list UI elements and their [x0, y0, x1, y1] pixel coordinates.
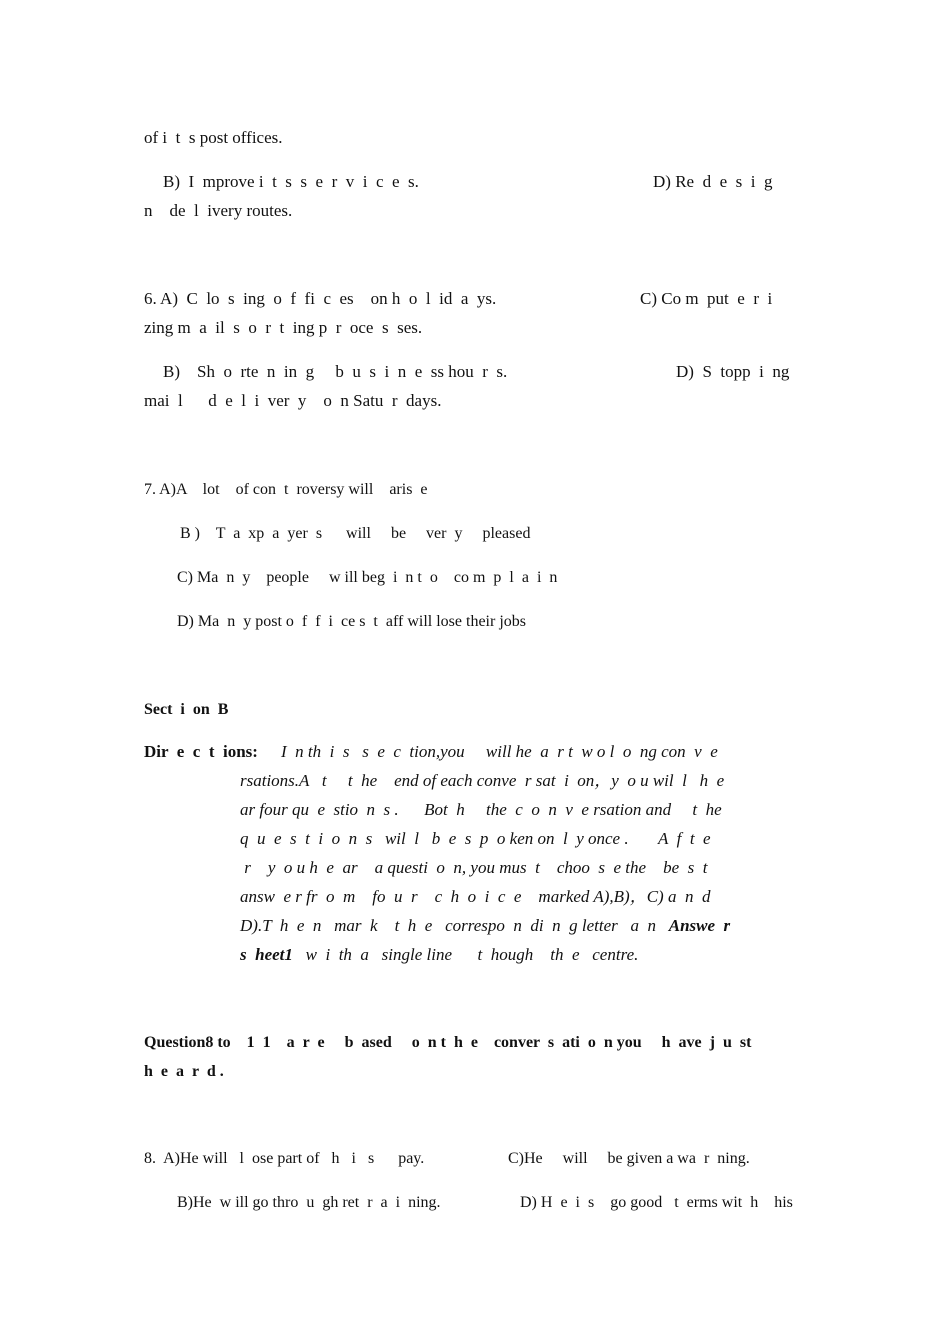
option-8c: C)He will be given a wa r ning.	[508, 1150, 750, 1167]
option-5d-continued: n de l ivery routes.	[144, 201, 293, 220]
directions-line-4: q u e s t i o n s wil l b e s p o ken on l y once . A f t e	[240, 829, 711, 848]
option-6b: B) Sh o rte n in g b u s i n e ss hou r s.	[163, 362, 508, 381]
option-7b: B ) T a xp a yer s will be ver y pleased	[180, 525, 531, 542]
option-8d: D) H e i s go good t erms wit h his	[520, 1194, 793, 1211]
directions-line-7-text: D).T h e n mar k t h e correspo n di n g letter a n	[240, 916, 656, 935]
directions-line-8	[240, 944, 638, 966]
option-6c: C) Co m put e r i	[640, 289, 773, 308]
option-5b: B) I mprove i t s s e r v i c e s.	[163, 172, 419, 191]
option-7a: 7. A)A lot of con t roversy will aris e	[144, 481, 428, 498]
question-header-line-2: h e a r d .	[144, 1063, 224, 1080]
option-6d: D) S topp i ng	[676, 362, 790, 381]
section-title: Sect i on B	[144, 701, 229, 718]
option-6a: 6. A) C lo s ing o f fi c es on h o l id a ys.	[144, 289, 497, 308]
directions-line-2: rsations.A t t he end of each conve r sat i on，y o u wil l h e	[240, 771, 725, 790]
option-5d: D) Re d e s i g	[653, 172, 773, 191]
directions-line-3: ar four qu e stio n s . Bot h the c o n v e rsation and t he	[240, 800, 722, 819]
directions-line-8-text: w i th a single line t hough th e centre.	[292, 945, 639, 964]
directions-line-1: I n th i s s e c tion,you will he a r t w o l o ng con v e	[281, 742, 718, 761]
directions-line-5: r y o u h e ar a questi o n, you mus t choo s e the be s t	[240, 858, 708, 877]
option-7c: C) Ma n y people w ill beg i n t o co m p l a i n	[177, 569, 558, 586]
directions-line-6: answ e r fr o m fo u r c h o i c e marked A),B)，C) a n d	[240, 887, 711, 906]
option-8a: 8. A)He will l ose part of h i s pay.	[144, 1150, 425, 1167]
directions-line-7	[240, 915, 730, 937]
question-header-line-1: Question8 to 1 1 a r e b ased o n t h e conver s ati o n you h ave j u st	[144, 1034, 752, 1051]
option-6c-continued: zing m a il s o r t ing p r oce s ses.	[144, 318, 423, 337]
option-7d: D) Ma n y post o f f i ce s t aff will lose their jobs	[177, 613, 526, 630]
option-6d-continued: mai l d e l i ver y o n Satu r days.	[144, 391, 442, 410]
option-8b: B)He w ill go thro u gh ret r a i ning.	[177, 1194, 441, 1211]
directions-label: Dir e c t ions:	[144, 742, 258, 761]
text-line-post-offices: of i t s post offices.	[144, 128, 283, 147]
answer-sheet-label: Answe r	[668, 916, 731, 935]
answer-sheet-label-continued: s heet1	[240, 945, 293, 964]
